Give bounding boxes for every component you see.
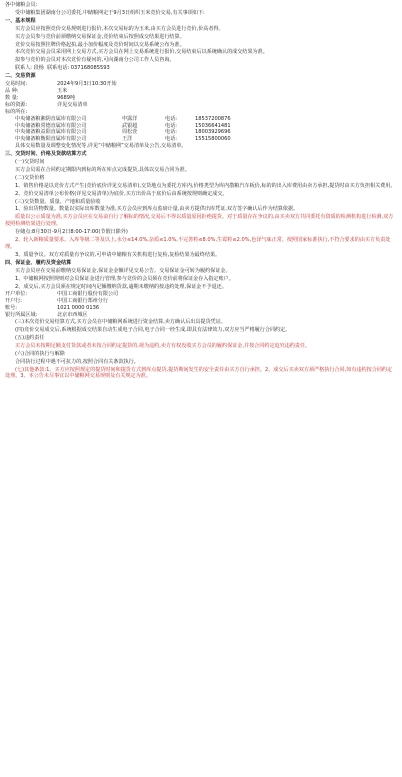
company-entry-1 <box>5 116 397 123</box>
detail-value: 详见交易清单 <box>57 101 88 108</box>
greeting: 各中储粮会员: <box>5 2 38 8</box>
company-tel-label: 电话: <box>165 115 177 122</box>
delivery-time-text: 买方会员需在合同约定期限内到标的所在库点完成提货,具体以交易合同为准。 <box>15 166 190 173</box>
deposit-text-1: 买方会员应在交易前缴纳交易保证金,保证金金额详见交易公告。交易保证金可转为履约保证金。 <box>15 267 231 274</box>
bank-value: 1021 0000 0136 <box>57 305 100 312</box>
section-1-para-4: 本次竞价交易会员采用网上交易方式,买方会员在网上交易系统进行报价,交易结束后以系统确认的成交结果为准。 <box>15 49 268 56</box>
company-tel-label: 电话: <box>165 136 177 143</box>
bank-label: 账号: <box>5 305 17 312</box>
company-name: 中央储备粮衡阳直属库有限公司 <box>15 136 87 143</box>
section-1-title: 一、基本规程 <box>5 17 36 24</box>
detail-label: 标的资源: <box>5 101 28 108</box>
trade-time-label: 交易时间: <box>5 81 28 88</box>
section-3-title: 三、交货时间、价格及货款结算方式 <box>5 151 87 158</box>
default-text: 买方会员未按期足额支付货款或者未按合同约定提货的,视为违约,卖方有权没收买方会员的履约保证金,并按合同约定追究违约责任。 <box>15 342 311 349</box>
company-person: 武银超 <box>122 122 138 129</box>
company-tel: 15036641481 <box>195 122 231 129</box>
contract-text: (四)竞价交易成交后,系统根据成交结果自动生成电子合同,电子合同一经生成,即具有法律效力,双方应当严格履行合同约定。 <box>15 326 291 333</box>
company-name: 中央储备粮常德直属库有限公司 <box>15 122 87 129</box>
bank-row-2 <box>5 298 397 305</box>
variety-row <box>5 88 397 95</box>
company-label: 标的所在: <box>5 108 28 115</box>
section-1-para-1: 买方会员应按照竞价交易规则进行报价,本次交易标的为玉米,由买方会员进行竞价,价高者得。 <box>15 25 224 32</box>
bank-value: 中国工商银行股份有限公司 <box>57 291 119 298</box>
bank-label: 开户行: <box>5 298 22 305</box>
phone-label: 联系电话: <box>47 65 70 72</box>
company-tel-label: 电话: <box>165 122 177 129</box>
company-tel: 18537200876 <box>195 115 231 122</box>
section-2-title: 二、交易资源 <box>5 73 36 80</box>
other-terms-text: (七)其他条款:1、买方应按照规定的提货时间和提货方式到库点提货,提货期间发生的安全责任由买方自行承担。2、成交后买卖双方须严格执行合同,如有违约按合同约定处理。3、本公告未尽事宜以中储粮网交易规则及有关规定为准。 <box>5 366 393 380</box>
bank-label: 开户单位: <box>5 291 28 298</box>
bank-label: 银行所属区域: <box>5 312 38 319</box>
subsection-default: (五)违约责任 <box>15 334 45 341</box>
section-1-para-5: 拟参与竞价的会员对本次竞价有疑问的,可向湖南分公司工作人员咨询。 <box>15 57 175 64</box>
document <box>5 2 397 381</box>
inspection-time-text: 存储点:8月30日-9月2日8:00-17:00(节假日除外) <box>15 229 128 236</box>
company-person: 申露洋 <box>122 115 138 122</box>
company-row <box>5 109 397 116</box>
trade-time-row <box>5 81 397 88</box>
contact-name: 段杨 <box>33 65 44 72</box>
quality-warning-text: 质量以公示质量为准,买方会员应在交易前自行了解标的情况,交易后不得以质量原因拒绝提货。对于质量存在争议的,由买卖双方共同委托有资质的检测机构进行检测,双方按照检测结果进行处理。 <box>5 214 394 228</box>
subsection-delivery-price: (二)交货价格 <box>15 174 45 181</box>
quantity-text: 1、验出货物数量。数量以实际出库数量为准,买方会员应到库点监磅计量,由卖方提供出库凭证,双方签字确认后作为结算依据。 <box>15 206 299 213</box>
company-name: 中央储备粮益阳直属库有限公司 <box>15 129 87 136</box>
trade-time-value: 2024年9月3日10:30开始 <box>57 81 117 88</box>
phone-value: 037168085593 <box>70 65 110 72</box>
quantity-value: 9689吨 <box>57 94 76 101</box>
variety-value: 玉米 <box>57 87 68 94</box>
quantity-row <box>5 95 397 102</box>
contact-line <box>5 65 397 72</box>
subsection-quantity-quality: (三)交货数量、质量、产地和质量验收 <box>15 198 101 205</box>
quality-dispute-text: 3、质量争议。双方对质量有争议的,可申请中储粮有关机构进行复检,复检结果为最终结果。 <box>15 251 221 258</box>
execution-text: 合同执行过程中遇不可抗力的,按照合同有关条款执行。 <box>15 358 139 365</box>
section-1-para-2: 买方会员参与竞价前须缴纳交易保证金,竞价结束后按照成交结果进行结算。 <box>15 33 185 40</box>
settlement-text: (三)本次竞价交易结算方式,买方会员在中储粮网系统进行资金结算,卖方确认后出具提货凭证。 <box>15 319 226 326</box>
company-person: 周松萱 <box>122 129 138 136</box>
section-4-title: 四、保证金、履约及资金结算 <box>5 259 72 266</box>
deposit-text-3: 2、成交后,买方会员须在规定时间内足额缴纳货款,逾期未缴纳的按违约处理,保证金不予退还。 <box>15 283 227 290</box>
subsection-delivery-time: (一)交货时间 <box>15 159 45 166</box>
delivery-price-text-1: 1、销售价格是以竞价方式产生(竞价底价详见交易清单),交货地点为委托方库内,价格类型为库内散粮汽车板价,标的的出入库费用由卖方承担,提货时由买方负担相关费用。 <box>15 182 396 189</box>
company-tel-label: 电话: <box>165 129 177 136</box>
quantity-label: 数 量: <box>5 94 19 101</box>
intro: 受中储粮集团湖南分公司委托,中储粮网定于9月3日组织玉米竞价交易,有关事项如下: <box>15 9 205 16</box>
delivery-price-text-2: 2、竞价交易清单公布价格(详见交易清单)为底价,买方出价高于底价后由系统按规则确定成交。 <box>15 190 228 197</box>
deposit-text-2: 1、中储粮网按照规则对会员保证金进行管理,参与竞价的会员须在竞价前将保证金存入指定账户。 <box>15 275 234 282</box>
section-2-note: 具体交易数量及调整变化情况等,详见“中储粮网”交易清单及公告,交易清单。 <box>15 143 187 150</box>
subsection-execution: (六)合同的执行与解除 <box>15 350 65 357</box>
section-1-para-3: 竞价交易按照挂牌价格起拍,最小加价幅度及竞价时间以交易系统公布为准。 <box>15 41 185 48</box>
bank-value: 中国工商银行郑州分行 <box>57 298 108 305</box>
quality-requirements-text: 2、轮入新粮质量要求。入库等级二等及以上,水分≤14.0%,杂质≤1.0%,不完善粒≤8.0%,生霉粒≤2.0%,色泽气味正常。按照国家标准执行,不符合要求的由买方负责处理。 <box>5 237 391 250</box>
company-tel: 15515800060 <box>195 136 231 143</box>
variety-label: 品 种: <box>5 87 19 94</box>
company-person: 王洋 <box>122 136 133 143</box>
contact-label: 联系人: <box>15 65 32 72</box>
detail-row <box>5 102 397 109</box>
company-tel: 18003929696 <box>195 129 231 136</box>
company-name: 中央储备粮湘阴直属库有限公司 <box>15 115 87 122</box>
bank-value: 北京市西城区 <box>57 312 88 319</box>
